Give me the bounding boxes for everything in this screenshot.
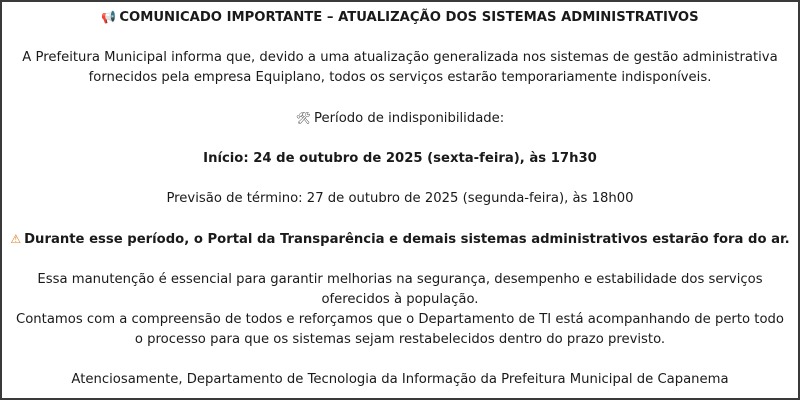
tools-icon: 🛠	[295, 111, 312, 125]
understanding-text: Contamos com a compreensão de todos e reforçamos que o Departamento de TI está acompanhando de perto todo o processo para que os sistemas sejam restabelecidos dentro do prazo previsto.	[16, 312, 784, 347]
warning-icon: ⚠	[10, 232, 22, 246]
period-end: Previsão de término: 27 de outubro de 2025 (segunda-feira), às 18h00	[166, 191, 634, 206]
signature: Atenciosamente, Departamento de Tecnologia da Informação da Prefeitura Municipal de Capanema	[71, 372, 729, 387]
notice-title: COMUNICADO IMPORTANTE – ATUALIZAÇÃO DOS SISTEMAS ADMINISTRATIVOS	[119, 10, 699, 25]
maintenance-text: Essa manutenção é essencial para garantir melhorias na segurança, desempenho e estabilidade dos serviços oferecidos à população.	[37, 272, 763, 307]
period-heading-line	[10, 108, 790, 129]
warning-line	[10, 229, 790, 250]
period-start: Início: 24 de outubro de 2025 (sexta-feira), às 17h30	[203, 151, 597, 166]
warning-text: Durante esse período, o Portal da Transparência e demais sistemas administrativos estarão fora do ar.	[24, 232, 790, 247]
notice-intro: A Prefeitura Municipal informa que, devido a uma atualização generalizada nos sistemas de gestão administrativa fornecidos pela empresa Equiplano, todos os serviços estarão temporariamente indisponíveis.	[22, 50, 778, 85]
notice-title-line	[10, 7, 790, 28]
megaphone-icon: 📢	[101, 10, 117, 24]
period-heading: Período de indisponibilidade:	[314, 111, 505, 126]
